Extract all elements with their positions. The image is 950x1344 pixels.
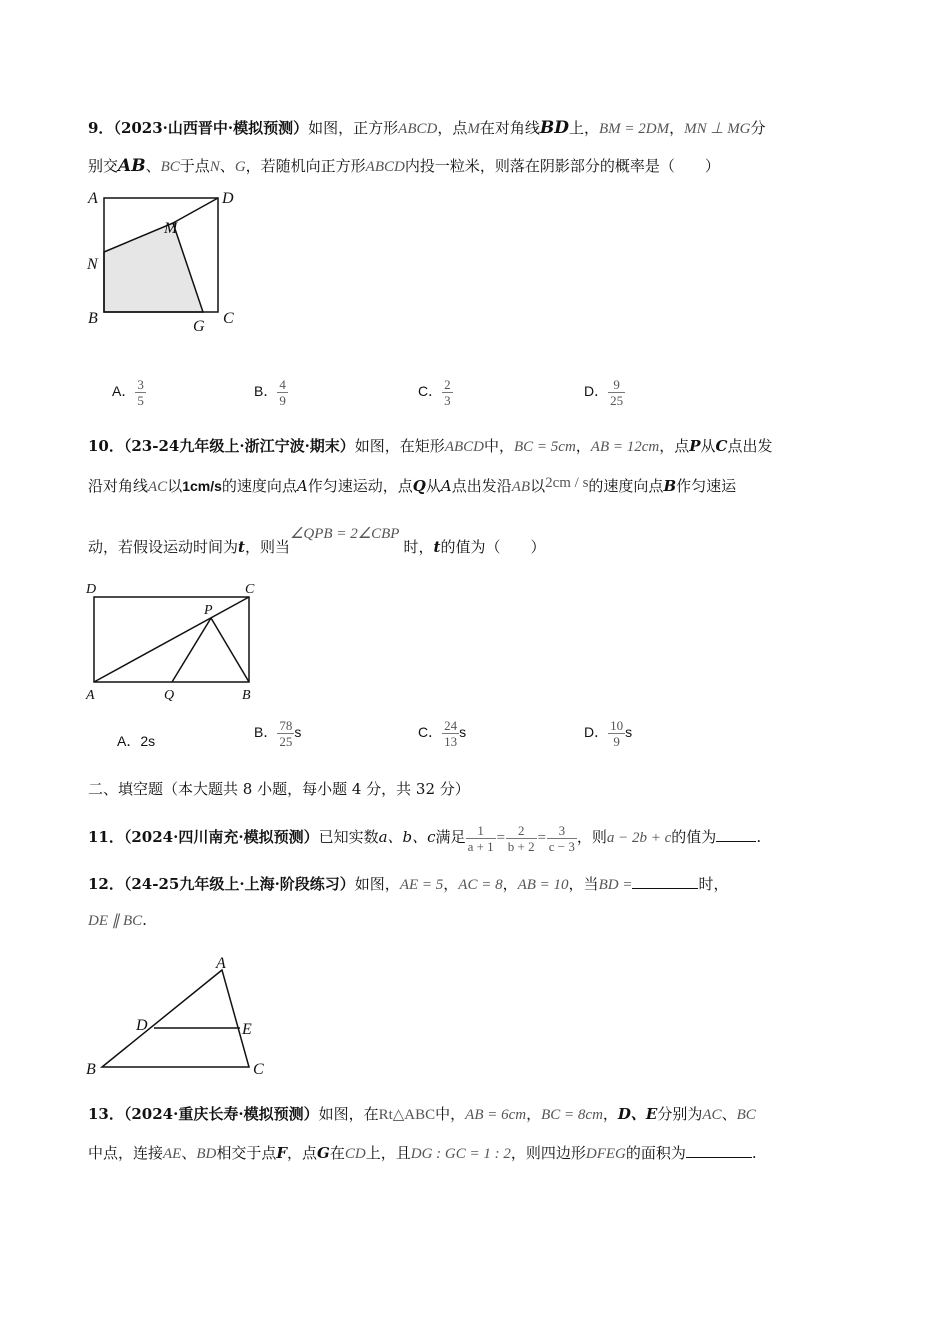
q11-answer-blank[interactable] (716, 827, 756, 842)
q12-line-2: DE ∥ BC. (88, 911, 147, 929)
q10-line-3: 动，若假设运动时间为t，则当∠QPB = 2∠CBP时，t的值为（ ） (88, 526, 546, 556)
q9-line-1: 9．（2023·山西晋中·模拟预测）如图，正方形ABCD，点M在对角线BD上，BM = 2DM，MN ⊥ MG分 (88, 118, 766, 138)
q10-source: （23-24九年级上·浙江宁波·期末） (123, 437, 355, 455)
triangle-abc (102, 970, 249, 1067)
q9-number: 9． (88, 119, 114, 137)
q13-line-2: 中点，连接AE、BD相交于点F，点G在CD上，且DG : GC = 1 : 2，则四边形DFEG的面积为 . (88, 1144, 757, 1162)
q9-line-2: 别交AB、BC于点N、G，若随机向正方形ABCD内投一粒米，则落在阴影部分的概率是（ ） (88, 156, 720, 176)
label-a: A (216, 955, 226, 972)
q10-option-a[interactable]: A．2s (117, 733, 156, 749)
segment-qp (172, 618, 211, 682)
q10-rectangle-figure (80, 575, 270, 710)
q11-line-1: 11．（2024·四川南充·模拟预测）已知实数a、b、c满足 $\frac{1}{a + 1}$ = $\frac{2}{b + 2}$ = $\frac{3}{c - 3}$ ，则a − 2b + c的值为 . (88, 822, 762, 854)
q13-number: 13． (88, 1105, 124, 1123)
label-b: B (86, 1061, 96, 1078)
q12-triangle-figure (80, 950, 280, 1080)
q9-option-c[interactable]: C． $\frac{2}{3}$ (418, 377, 451, 408)
q11-source: （2024·四川南充·模拟预测） (123, 828, 319, 846)
q9-square-figure (80, 185, 260, 340)
label-m: M (164, 220, 178, 237)
label-p: P (204, 603, 213, 618)
label-c: C (223, 310, 234, 327)
label-d: D (222, 190, 234, 207)
q13-line-1: 13．（2024·重庆长寿·模拟预测）如图，在Rt△ABC中，AB = 6cm，BC = 8cm，D、E分别为AC、BC (88, 1105, 756, 1123)
q12-line-1: 12．（24-25九年级上·上海·阶段练习）如图，AE = 5，AC = 8，AB = 10，当BD = 时， (88, 875, 729, 893)
q9-source: （2023·山西晋中·模拟预测） (113, 119, 309, 137)
label-a: A (86, 688, 95, 703)
segment-pb (211, 618, 249, 682)
q12-source: （24-25九年级上·上海·阶段练习） (123, 875, 355, 893)
label-e: E (242, 1021, 252, 1038)
q13-answer-blank[interactable] (686, 1143, 752, 1158)
q11-number: 11． (88, 828, 124, 846)
diagonal-ac (94, 597, 249, 682)
section-2-heading: 二、填空题（本大题共 8 小题，每小题 4 分，共 32 分） (88, 780, 470, 798)
q10-number: 10． (88, 437, 124, 455)
label-d: D (86, 582, 97, 597)
q13-source: （2024·重庆长寿·模拟预测） (123, 1105, 319, 1123)
label-d: D (136, 1017, 148, 1034)
q10-option-d[interactable]: D． $\frac{10}{9}$ s (584, 718, 633, 749)
q10-line-1: 10．（23-24九年级上·浙江宁波·期末）如图，在矩形ABCD中，BC = 5cm，AB = 12cm，点P从C点出发 (88, 437, 773, 455)
q9-option-d[interactable]: D． $\frac{9}{25}$ (584, 377, 624, 408)
q12-number: 12． (88, 875, 124, 893)
q10-line-2: 沿对角线AC以1cm/s的速度向点A作匀速运动，点Q从A点出发沿AB以2cm / s的速度向点B作匀速运 (88, 475, 737, 495)
label-b: B (242, 688, 251, 703)
segment-md (173, 198, 218, 223)
shaded-region (104, 223, 203, 312)
label-n: N (87, 256, 98, 273)
q10-option-c[interactable]: C． $\frac{24}{13}$ s (418, 718, 467, 749)
q12-answer-blank[interactable] (632, 874, 698, 889)
label-c: C (245, 582, 255, 597)
q9-option-a[interactable]: A． $\frac{3}{5}$ (112, 377, 144, 408)
q9-option-b[interactable]: B． $\frac{4}{9}$ (254, 377, 286, 408)
label-q: Q (164, 688, 175, 703)
label-c: C (253, 1061, 264, 1078)
label-g: G (193, 318, 205, 335)
label-a: A (88, 190, 98, 207)
q10-option-b[interactable]: B． $\frac{78}{25}$ s (254, 718, 302, 749)
label-b: B (88, 310, 98, 327)
